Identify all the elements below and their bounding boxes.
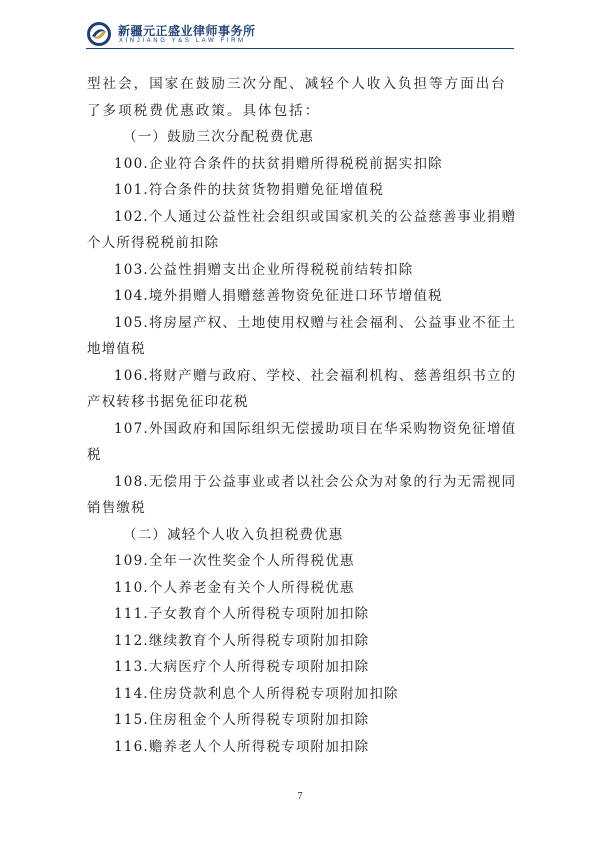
section-heading-2: （二）减轻个人收入负担税费优惠 <box>123 526 344 543</box>
firm-logo-icon <box>86 21 112 47</box>
list-item: 109.全年一次性奖金个人所得税优惠 <box>114 553 355 569</box>
intro-paragraph: 型社会，国家在鼓励三次分配、减轻个人收入负担等方面出台了多项税费优惠政策。具体包括： <box>87 76 507 119</box>
list-item: 105.将房屋产权、土地使用权赠与社会福利、公益事业不征土地增值税 <box>87 314 517 357</box>
list-item: 111.子女教育个人所得税专项附加扣除 <box>114 606 370 622</box>
list-item: 101.符合条件的扶贫货物捐赠免征增值税 <box>114 182 385 198</box>
list-item: 115.住房租金个人所得税专项附加扣除 <box>114 712 370 728</box>
document-body <box>87 71 517 760</box>
list-item: 113.大病医疗个人所得税专项附加扣除 <box>114 659 370 675</box>
list-item: 106.将财产赠与政府、学校、社会福利机构、慈善组织书立的产权转移书据免征印花税 <box>87 367 517 410</box>
letterhead <box>86 20 526 50</box>
header-divider <box>86 48 514 49</box>
list-item: 114.住房贷款利息个人所得税专项附加扣除 <box>114 685 399 702</box>
list-item: 108.无偿用于公益事业或者以社会公众为对象的行为无需视同销售缴税 <box>87 473 517 516</box>
list-item: 100.企业符合条件的扶贫捐赠所得税税前据实扣除 <box>114 155 443 172</box>
section-heading-1: （一）鼓励三次分配税费优惠 <box>123 129 315 145</box>
list-item: 103.公益性捐赠支出企业所得税税前结转扣除 <box>114 261 414 278</box>
list-item: 116.赡养老人个人所得税专项附加扣除 <box>114 738 370 755</box>
list-item: 107.外国政府和国际组织无偿援助项目在华采购物资免征增值税 <box>87 420 517 463</box>
list-item: 112.继续教育个人所得税专项附加扣除 <box>114 632 370 649</box>
list-item: 110.个人养老金有关个人所得税优惠 <box>114 579 355 596</box>
firm-name-cn: 新疆元正盛业律师事务所 <box>118 24 256 38</box>
list-item: 104.境外捐赠人捐赠慈善物资免征进口环节增值税 <box>114 288 443 304</box>
list-item: 102.个人通过公益性社会组织或国家机关的公益慈善事业捐赠个人所得税税前扣除 <box>87 208 517 251</box>
page-number: 7 <box>297 791 303 802</box>
firm-name-en: XINJIANG Y&S LAW FIRM <box>119 38 246 44</box>
